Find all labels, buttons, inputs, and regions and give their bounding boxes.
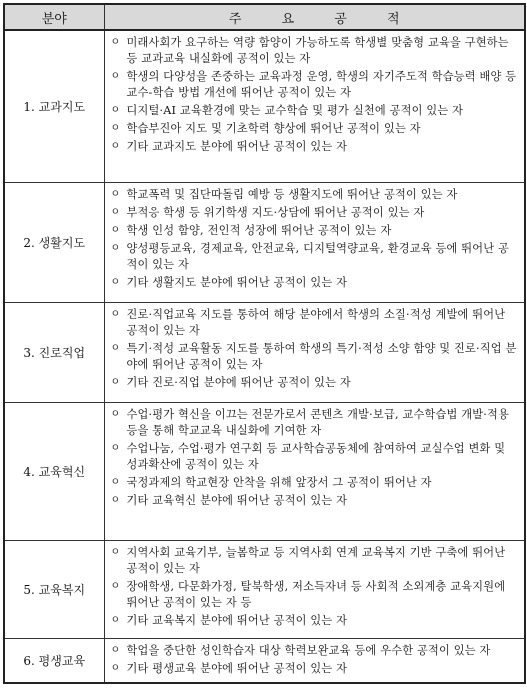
achievements-cell (104, 638, 525, 683)
achievements-cell (104, 182, 525, 302)
achievement-text: 학생의 다양성을 존중하는 교육과정 운영, 학생의 자기주도적 학습능력 배양 등 교수-학습 방법 개선에 뛰어난 공적이 있는 자 (126, 70, 517, 99)
circle-bullet-icon: ㅇ (110, 141, 121, 152)
list-item (111, 307, 521, 339)
achievement-text: 미래사회가 요구하는 역량 함양이 가능하도록 학생별 맞춤형 교육을 구현하는 등 교과교육 내실화에 공적이 있는 자 (126, 36, 509, 65)
list-item (111, 35, 521, 67)
list-item (111, 69, 521, 101)
achievement-text: 기타 평생교육 분야에 뛰어난 공적이 있는 자 (126, 661, 348, 675)
list-item (111, 579, 521, 611)
field-cell: 6. 평생교육 (4, 638, 104, 683)
circle-bullet-icon: ㅇ (110, 308, 121, 320)
circle-bullet-icon: ㅇ (110, 644, 121, 656)
achievement-list (111, 35, 521, 155)
achievement-text: 특기·적성 교육활동 지도를 통하여 학생의 특기·적성 소양 함양 및 진로·직업 분야에 뛰어난 공적이 있는 자 (126, 341, 517, 371)
list-item (111, 475, 521, 491)
achievement-text: 기타 교육혁신 분야에 뛰어난 공적이 있는 자 (126, 493, 348, 507)
header-row (4, 4, 525, 30)
list-item (111, 121, 521, 137)
list-item (111, 139, 521, 155)
table-row (4, 302, 525, 402)
list-item (111, 643, 521, 659)
circle-bullet-icon: ㅇ (110, 442, 121, 454)
circle-bullet-icon: ㅇ (110, 71, 121, 82)
circle-bullet-icon: ㅇ (110, 494, 121, 506)
achievements-cell (104, 540, 525, 638)
field-cell: 4. 교육혁신 (4, 402, 104, 540)
header-field: 분야 (4, 4, 104, 30)
table-row (4, 402, 525, 540)
achievement-text: 학습부진아 지도 및 기초학력 향상에 뛰어난 공적이 있는 자 (126, 122, 421, 135)
field-cell: 2. 생활지도 (4, 182, 104, 302)
achievement-text: 양성평등교육, 경제교육, 안전교육, 디지털역량교육, 환경교육 등에 뛰어난 공적이 있는 자 (126, 241, 510, 271)
achievement-text: 기타 생활지도 분야에 뛰어난 공적이 있는 자 (126, 275, 348, 289)
list-item (111, 661, 521, 677)
achievement-list (111, 187, 521, 291)
circle-bullet-icon: ㅇ (110, 188, 121, 200)
list-item (111, 205, 521, 221)
circle-bullet-icon: ㅇ (110, 546, 121, 558)
achievement-text: 수업·평가 혁신을 이끄는 전문가로서 콘텐츠 개발·보급, 교수학습법 개발·적용 등을 통해 학교교육 내실화에 기여한 자 (126, 407, 510, 437)
achievement-text: 장애학생, 다문화가정, 탈북학생, 저소득자녀 등 사회적 소외계층 교육지원에 뛰어난 공적이 있는 자 등 (126, 579, 506, 609)
achievements-cell (104, 402, 525, 540)
circle-bullet-icon: ㅇ (110, 224, 121, 236)
achievement-text: 수업나눔, 수업·평가 연구회 등 교사학습공동체에 참여하여 교실수업 변화 및 성과확산에 공적이 있는 자 (126, 441, 506, 471)
achievements-cell (104, 30, 525, 182)
header-achievements: 주 요 공 적 (104, 4, 525, 30)
achievement-text: 학교폭력 및 집단따돌림 예방 등 생활지도에 뛰어난 공적이 있는 자 (126, 187, 458, 201)
achievements-cell (104, 302, 525, 402)
circle-bullet-icon: ㅇ (110, 376, 121, 388)
achievement-list (111, 407, 521, 509)
achievement-list (111, 307, 521, 391)
table-body (4, 30, 525, 683)
list-item (111, 493, 521, 509)
table-row (4, 638, 525, 683)
circle-bullet-icon: ㅇ (110, 105, 121, 116)
achievement-list (111, 545, 521, 629)
circle-bullet-icon: ㅇ (110, 206, 121, 218)
list-item (111, 241, 521, 273)
achievement-table-wrapper (3, 3, 526, 684)
circle-bullet-icon: ㅇ (110, 37, 121, 48)
list-item (111, 341, 521, 373)
list-item (111, 275, 521, 291)
list-item (111, 545, 521, 577)
achievement-text: 디지털·AI 교육환경에 맞는 교수학습 및 평가 실천에 공적이 있는 자 (126, 104, 464, 117)
list-item (111, 441, 521, 473)
circle-bullet-icon: ㅇ (110, 476, 121, 488)
field-cell: 1. 교과지도 (4, 30, 104, 182)
achievement-text: 진로·직업교육 지도를 통하여 해당 분야에서 학생의 소질·적성 계발에 뛰어난 공적이 있는 자 (126, 307, 506, 337)
table-row (4, 182, 525, 302)
achievement-text: 국정과제의 학교현장 안착을 위해 앞장서 그 공적이 뛰어난 자 (126, 475, 432, 489)
achievement-text: 학생 인성 함양, 전인적 성장에 뛰어난 공적이 있는 자 (126, 223, 392, 237)
circle-bullet-icon: ㅇ (110, 580, 121, 592)
list-item (111, 375, 521, 391)
list-item (111, 223, 521, 239)
field-cell: 3. 진로직업 (4, 302, 104, 402)
circle-bullet-icon: ㅇ (110, 408, 121, 420)
circle-bullet-icon: ㅇ (110, 276, 121, 288)
achievement-text: 지역사회 교육기부, 늘봄학교 등 지역사회 연계 교육복지 기반 구축에 뛰어난 공적이 있는 자 (126, 545, 506, 575)
circle-bullet-icon: ㅇ (110, 614, 121, 626)
achievement-text: 학업을 중단한 성인학습자 대상 학력보완교육 등에 우수한 공적이 있는 자 (126, 643, 491, 657)
table-row (4, 30, 525, 182)
table-row (4, 540, 525, 638)
achievement-criteria-table (3, 3, 526, 684)
field-cell: 5. 교육복지 (4, 540, 104, 638)
list-item (111, 187, 521, 203)
achievement-list (111, 643, 521, 677)
list-item (111, 103, 521, 119)
circle-bullet-icon: ㅇ (110, 662, 121, 674)
circle-bullet-icon: ㅇ (110, 242, 121, 254)
circle-bullet-icon: ㅇ (110, 342, 121, 354)
list-item (111, 613, 521, 629)
circle-bullet-icon: ㅇ (110, 123, 121, 134)
achievement-text: 기타 진로·직업 분야에 뛰어난 공적이 있는 자 (126, 375, 351, 389)
achievement-text: 부적응 학생 등 위기학생 지도·상담에 뛰어난 공적이 있는 자 (126, 205, 425, 219)
achievement-text: 기타 교과지도 분야에 뛰어난 공적이 있는 자 (126, 140, 348, 153)
achievement-text: 기타 교육복지 분야에 뛰어난 공적이 있는 자 (126, 613, 348, 627)
list-item (111, 407, 521, 439)
